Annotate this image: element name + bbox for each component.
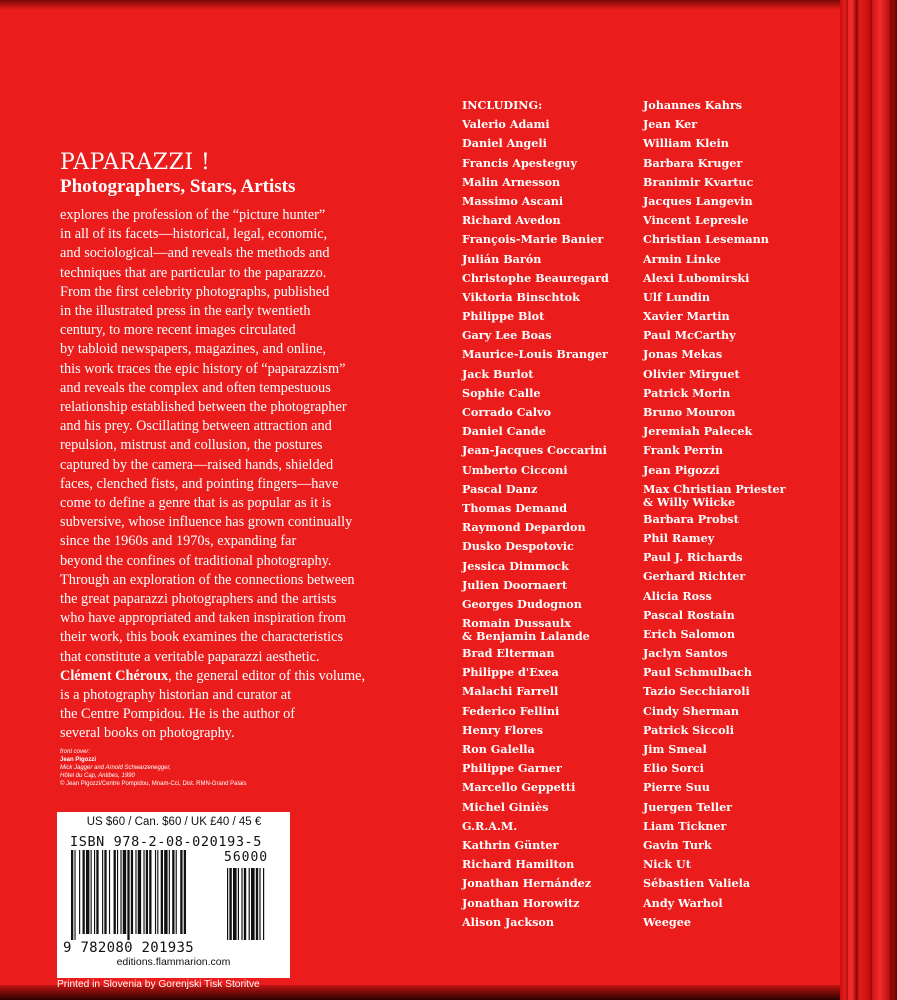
addon-number: 56000 — [224, 850, 269, 865]
artist-name: Bruno Mouron — [643, 405, 736, 419]
artist-name: Jeremiah Palecek — [643, 424, 753, 439]
artist-name: Paul J. Richards — [643, 550, 743, 565]
isbn-text: ISBN 978-2-08-020193-5 — [70, 834, 263, 850]
description-line: their work, this book examines the characteristics — [60, 629, 344, 646]
addon-bar — [263, 868, 264, 940]
artist-name: François-Marie Banier — [462, 232, 604, 247]
barcode-bar — [155, 850, 156, 934]
artist-name: Johannes Kahrs — [643, 98, 743, 112]
artist-name: Richard Avedon — [462, 213, 561, 228]
barcode-bar — [149, 850, 151, 934]
artists-list-column-1 — [462, 96, 609, 932]
artist-name: Alexi Lubomirski — [643, 270, 750, 285]
artist-name: Paul McCarthy — [643, 328, 736, 343]
description-line: who have appropriated and taken inspiration from — [60, 610, 346, 627]
artist-name: Philippe Blot — [462, 309, 545, 324]
artist-name: Tazio Secchiaroli — [643, 684, 750, 699]
description-line: From the first celebrity photographs, published — [60, 283, 330, 300]
artist-name: Barbara Probst — [643, 511, 739, 526]
artist-name: Liam Tickner — [643, 818, 727, 833]
description-line: Through an exploration of the connections between — [60, 571, 355, 588]
credit-caption: Hôtel du Cap, Antibes, 1990 — [60, 773, 135, 779]
artist-name: Jessica Dimmock — [462, 558, 569, 573]
barcode-bar — [172, 850, 174, 934]
barcode-bar — [102, 850, 103, 934]
artist-name: Vincent Lepresle — [643, 213, 749, 228]
artist-name: Jim Smeal — [643, 742, 707, 756]
barcode-bar — [184, 850, 186, 934]
addon-bar — [249, 868, 250, 940]
barcode-label — [57, 812, 290, 978]
publisher-website: editions.flammarion.com — [116, 956, 231, 968]
barcode-bar — [120, 850, 121, 934]
description-line: and reveals the complex and often tempestuous — [60, 379, 331, 396]
barcode-digits: 9 782080 201935 — [63, 940, 194, 956]
artist-name: Phil Ramey — [643, 530, 715, 545]
artist-name: Romain Dussaulx & Benjamin Lalande — [462, 616, 590, 644]
barcode-bar — [180, 850, 182, 934]
addon-bar — [251, 868, 255, 940]
artist-name: Thomas Demand — [462, 500, 568, 515]
artist-name: Jean Pigozzi — [643, 462, 720, 477]
credit-heading: front cover: — [60, 749, 91, 755]
artist-name: Kathrin Günter — [462, 837, 559, 852]
price-text: US $60 / Can. $60 / UK £40 / 45 € — [86, 816, 262, 828]
description-line: beyond the confines of traditional photography. — [60, 552, 332, 569]
barcode-bar — [123, 850, 126, 934]
artist-name: Federico Fellini — [462, 703, 560, 718]
description-line: since the 1960s and 1970s, expanding far — [60, 533, 297, 550]
artist-name: Jaclyn Santos — [643, 646, 728, 661]
addon-bar — [244, 868, 246, 940]
editor-line: is a photography historian and curator at — [60, 687, 292, 704]
artist-name: Jonas Mekas — [643, 347, 723, 362]
description-line: in all of its facets—historical, legal, economic, — [60, 226, 328, 243]
artist-name: Gavin Turk — [643, 837, 712, 852]
including-heading: INCLUDING: — [462, 98, 543, 112]
artist-name: Corrado Calvo — [462, 405, 551, 419]
artist-name: Ron Galella — [462, 742, 535, 756]
addon-bar — [241, 868, 242, 940]
cover-credit — [60, 748, 246, 788]
barcode-bar — [96, 850, 98, 934]
artist-name: Cindy Sherman — [643, 703, 739, 718]
addon-bar — [259, 868, 260, 940]
description — [60, 206, 416, 744]
description-line: the great paparazzi photographers and the artists — [60, 591, 337, 608]
credit-photographer: Jean Pigozzi — [60, 757, 97, 763]
printed-note: Printed in Slovenia by Gorenjski Tisk Storitve — [57, 979, 260, 990]
artist-name: Georges Dudognon — [462, 596, 582, 611]
artist-name: Raymond Depardon — [462, 520, 586, 535]
barcode-bar — [91, 850, 92, 934]
artist-name: Richard Hamilton — [462, 857, 575, 872]
artist-name: Michel Giniès — [462, 799, 549, 814]
barcode-bar — [138, 850, 141, 934]
barcode-bar — [94, 850, 95, 934]
artist-name: Christophe Beauregard — [462, 270, 609, 285]
spine-groove — [870, 0, 872, 1000]
artist-name: Jack Burlot — [462, 366, 534, 381]
editor-bio: , the general editor of this volume, — [168, 667, 366, 684]
barcode-bar — [176, 850, 177, 934]
artist-name: Julien Doornaert — [462, 577, 568, 592]
artist-name: Paul Schmulbach — [643, 665, 752, 680]
artist-name: Christian Lesemann — [643, 232, 769, 247]
description-line: explores the profession of the “picture hunter” — [60, 207, 326, 223]
artist-name: Massimo Ascani — [462, 193, 564, 208]
description-line: captured by the camera—raised hands, shielded — [60, 456, 334, 473]
artist-name: Umberto Cicconi — [462, 462, 568, 477]
artist-name: Branimir Kvartuc — [643, 174, 754, 189]
barcode-bar — [164, 850, 167, 934]
artist-name: William Klein — [643, 136, 729, 151]
description-line: come to define a genre that is as popular as it is — [60, 495, 332, 512]
spine-groove — [856, 0, 858, 1000]
barcode-bar — [114, 850, 116, 934]
artist-name: Jonathan Hernández — [462, 876, 592, 891]
book-spine — [840, 0, 897, 1000]
editor-name: Clément Chéroux — [60, 667, 169, 684]
artist-name: Barbara Kruger — [643, 155, 743, 170]
artist-name: Armin Linke — [643, 251, 721, 266]
description-line: repulsion, mistrust and collusion, the postures — [60, 437, 323, 454]
artist-name: Juergen Teller — [643, 799, 733, 814]
artist-name: Sébastien Valiela — [643, 876, 751, 891]
barcode-bar — [104, 850, 106, 934]
barcode-bar — [146, 850, 148, 934]
artist-name: Daniel Angeli — [462, 136, 547, 151]
artist-name: Valerio Adami — [462, 117, 550, 132]
description-line: subversive, whose influence has grown continually — [60, 514, 353, 531]
top-edge-shadow — [0, 0, 897, 10]
artist-name: Dusko Despotovic — [462, 539, 574, 554]
description-line: century, to more recent images circulated — [60, 322, 296, 339]
addon-bar — [238, 868, 239, 940]
artist-name: Gerhard Richter — [643, 569, 746, 584]
barcode-bar — [86, 850, 89, 934]
barcode-bar — [71, 850, 73, 940]
artist-name: G.R.A.M. — [462, 818, 518, 833]
barcode-bar — [169, 850, 170, 934]
barcode-bar — [83, 850, 85, 934]
artist-name: Sophie Calle — [462, 385, 541, 400]
barcode-bar — [135, 850, 136, 934]
barcode-bar — [161, 850, 163, 934]
artist-name: Max Christian Priester & Willy Wiicke — [643, 481, 786, 509]
spine-groove — [846, 0, 848, 1000]
spine-groove — [890, 0, 892, 1000]
credit-copyright: © Jean Pigozzi/Centre Pompidou, Mnam-Cci, Dist. RMN-Grand Palais — [60, 781, 247, 787]
artist-name: Erich Salomon — [643, 626, 735, 641]
barcode-bar — [74, 850, 75, 940]
barcode-bar — [117, 850, 118, 934]
description-line: this work traces the epic history of “paparazzism” — [60, 360, 346, 377]
artist-name: Pierre Suu — [643, 780, 710, 795]
artist-name: Patrick Morin — [643, 385, 731, 400]
artist-name: Elio Sorci — [643, 761, 704, 776]
artist-name: Viktoria Binschtok — [462, 289, 580, 304]
description-line: and his prey. Oscillating between attraction and — [60, 418, 332, 435]
description-line: by tabloid newspapers, magazines, and online, — [60, 341, 327, 358]
artist-name: Frank Perrin — [643, 443, 724, 458]
artist-name: Weegee — [643, 914, 691, 929]
artist-name: Nick Ut — [643, 857, 691, 872]
artist-name: Alicia Ross — [643, 588, 712, 603]
artist-name: Xavier Martin — [643, 309, 730, 324]
barcode-bar — [109, 850, 110, 934]
description-line: techniques that are particular to the paparazzo. — [60, 264, 327, 281]
description-line: in the illustrated press in the early twentieth — [60, 303, 311, 320]
description-line: that constitute a veritable paparazzi aesthetic. — [60, 648, 320, 665]
artist-name: Jonathan Horowitz — [462, 895, 580, 910]
artist-name: Malin Arnesson — [462, 174, 561, 189]
artist-name: Pascal Danz — [462, 481, 538, 496]
credit-caption: Mick Jagger and Arnold Schwarzenegger, — [60, 765, 171, 771]
artist-name: Jean Ker — [643, 117, 698, 132]
editor-line: several books on photography. — [60, 725, 235, 742]
barcode-bar — [127, 850, 129, 940]
description-line: faces, clenched fists, and pointing fingers—have — [60, 475, 339, 492]
artist-name: Pascal Rostain — [643, 607, 735, 622]
artist-name: Philippe d'Exea — [462, 665, 559, 680]
artist-name: Andy Warhol — [643, 895, 723, 910]
book-title: PAPARAZZI ! — [60, 150, 211, 175]
barcode-bar — [131, 850, 133, 934]
artist-name: Jean-Jacques Coccarini — [462, 443, 607, 458]
artist-name: Maurice-Louis Branger — [462, 347, 608, 362]
artist-name: Alison Jackson — [462, 914, 554, 929]
editor-line: the Centre Pompidou. He is the author of — [60, 706, 296, 723]
artist-name: Gary Lee Boas — [462, 328, 552, 343]
barcode-bars — [71, 850, 279, 940]
artist-name: Malachi Farrell — [462, 684, 559, 699]
artist-name: Brad Elterman — [462, 646, 555, 661]
addon-bar — [227, 868, 228, 940]
artist-name: Olivier Mirguet — [643, 366, 740, 381]
addon-bar — [233, 868, 237, 940]
artist-name: Patrick Siccoli — [643, 722, 735, 737]
barcode-bar — [157, 850, 158, 934]
artist-name: Ulf Lundin — [643, 289, 711, 304]
artists-list-column-2 — [643, 96, 786, 932]
book-subtitle: Photographers, Stars, Artists — [60, 176, 296, 197]
barcode-bar — [143, 850, 144, 934]
artist-name: Marcello Geppetti — [462, 780, 576, 795]
addon-bar — [256, 868, 258, 940]
description-line: and sociological—and reveals the methods and — [60, 245, 330, 262]
addon-bar — [229, 868, 231, 940]
artist-name: Julián Barón — [462, 251, 542, 266]
editor-line — [60, 667, 416, 686]
description-line: relationship established between the photographer — [60, 399, 347, 416]
artist-name: Philippe Garner — [462, 761, 562, 776]
artist-name: Francis Apesteguy — [462, 155, 577, 170]
artist-name: Henry Flores — [462, 722, 544, 737]
barcode-bar — [79, 850, 80, 934]
artist-name: Jacques Langevin — [643, 193, 753, 208]
artist-name: Daniel Cande — [462, 424, 546, 439]
